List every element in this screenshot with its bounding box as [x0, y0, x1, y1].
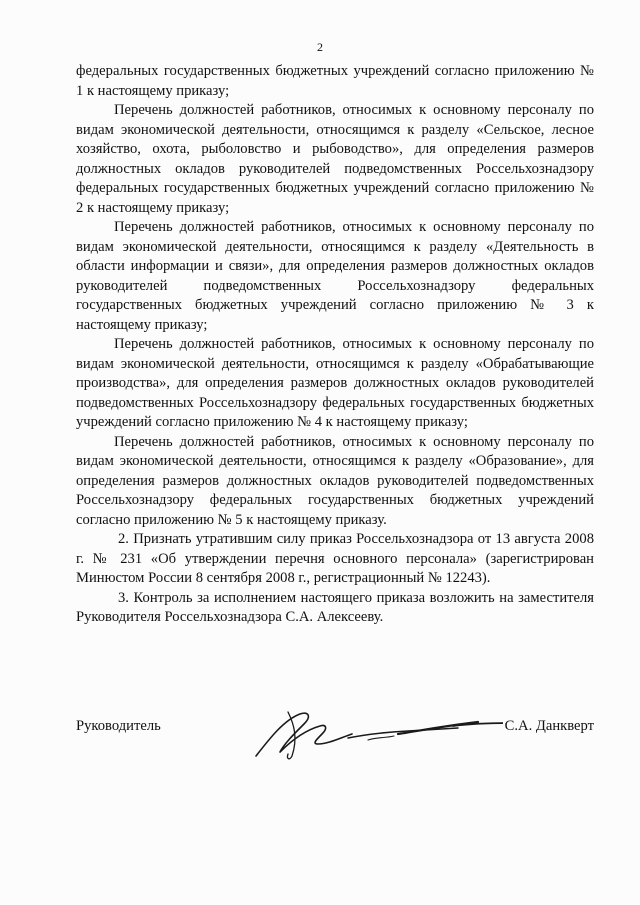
paragraph-item-2: 2. Признать утратившим силу приказ Россельхознадзора от 13 августа 2008 г. № 231 «Об утверждении перечня основного персонала» (зарегистрирован Минюстом России 8 сентября 2008 г., регистрационный № 12243). [76, 531, 594, 586]
page-number: 2 [317, 40, 323, 54]
document-body [76, 62, 594, 628]
paragraph-annex-5: Перечень должностей работников, относимых к основному персоналу по видам экономической деятельности, относящимся к разделу «Образование», для определения размеров должностных окладов руководителей подведомственных Россельхознадзору федеральных государственных бюджетных учреждений согласно приложению № 5 к настоящему приказу. [76, 433, 594, 528]
paragraph-continuation: федеральных государственных бюджетных учреждений согласно приложению № 1 к настоящему приказу; [76, 63, 594, 99]
signature-block [76, 712, 594, 772]
paragraph-annex-2: Перечень должностей работников, относимых к основному персоналу по видам экономической деятельности, относящимся к разделу «Сельское, лесное хозяйство, охота, рыболовство и рыбоводство», для определения размеров должностных окладов руководителей подведомственных Россельхознадзору федеральных государственных бюджетных учреждений согласно приложению № 2 к настоящему приказу; [76, 102, 594, 216]
paragraph-annex-4: Перечень должностей работников, относимых к основному персоналу по видам экономической деятельности, относящимся к разделу «Обрабатывающие производства», для определения размеров должностных окладов руководителей подведомственных Россельхознадзору федеральных государственных бюджетных учреждений согласно приложению № 4 к настоящему приказу; [76, 336, 594, 430]
signatory-name: С.А. Данкверт [504, 718, 594, 734]
handwritten-signature-icon [248, 704, 518, 764]
signatory-title: Руководитель [76, 718, 161, 734]
paragraph-annex-3: Перечень должностей работников, относимых к основному персоналу по видам экономической деятельности, относящимся к разделу «Деятельность в области информации и связи», для определения размеров должностных окладов руководителей подведомственных Россельхознадзору федеральных государственных бюджетных учреждений согласно приложению № 3 к настоящему приказу; [76, 219, 594, 333]
paragraph-item-3: 3. Контроль за исполнением настоящего приказа возложить на заместителя Руководителя Россельхознадзора С.А. Алексееву. [76, 589, 594, 625]
